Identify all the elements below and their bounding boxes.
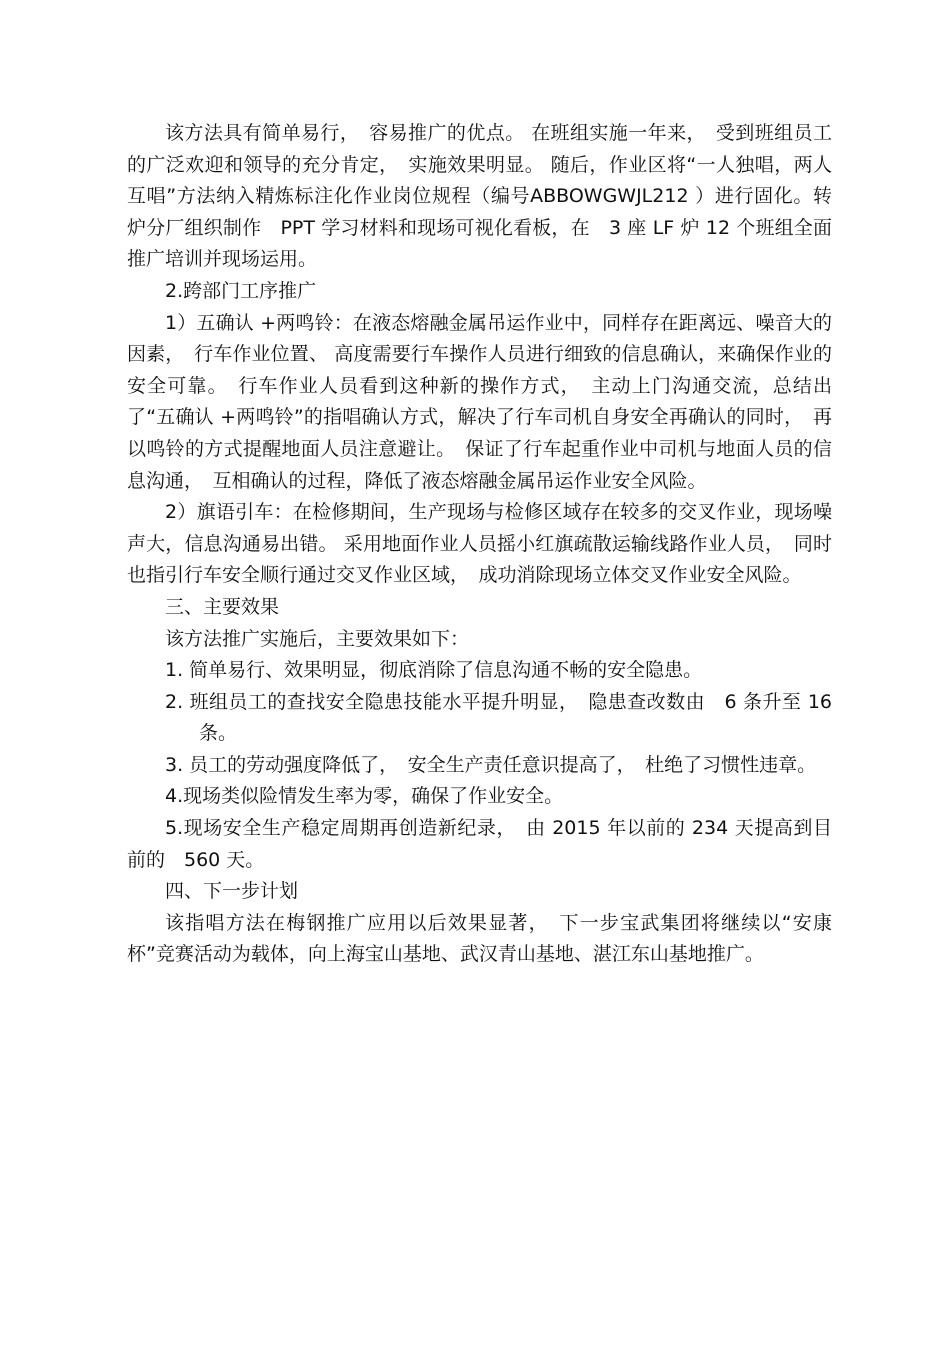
section-3-lead: 该方法推广实施后，主要效果如下： [165,627,470,650]
effects-list-item-5: 5.现场安全生产稳定周期再创造新纪录， 由 2015 年以前的 234 天提高到目前的 560 天。 [127,817,832,871]
intro-paragraph: 该方法具有简单易行， 容易推广的优点。 在班组实施一年来， 受到班组员工的广泛欢迎和领导的充分肯定， 实施效果明显。 随后，作业区将“一人独唱，两人互唱”方法纳入精炼标注化作业岗位规程（编号ABBOWGWJL212 ）进行固化。转炉分厂组织制作 PPT 学习材料和现场可视化看板，在 3 座 LF 炉 12 个班组全面推广培训并现场运用。 [127,122,832,271]
section-4-heading: 四、下一步计划 [165,880,299,903]
effects-list-item-1: 1. 简单易行、效果明显，彻底消除了信息沟通不畅的安全隐患。 [165,659,703,682]
effects-list-item-4: 4.现场类似险情发生率为零，确保了作业安全。 [165,785,564,808]
section-3-heading: 三、主要效果 [165,595,280,618]
section-2-heading: 2.跨部门工序推广 [165,279,317,302]
effects-list-item-2: 2. 班组员工的查找安全隐患技能水平提升明显， 隐患查改数由 6 条升至 16 条。 [165,690,832,745]
effects-list-item-3: 3. 员工的劳动强度降低了， 安全生产责任意识提高了， 杜绝了习惯性违章。 [165,753,817,776]
section-4-paragraph: 该指唱方法在梅钢推广应用以后效果显著， 下一步宝武集团将继续以“安康杯”竞赛活动为载体，向上海宝山基地、武汉青山基地、湛江东山基地推广。 [127,911,832,966]
section-2-item-2: 2）旗语引车：在检修期间，生产现场与检修区域存在较多的交叉作业，现场噪声大，信息沟通易出错。 采用地面作业人员摇小红旗疏散运输线路作业人员， 同时也指引行车安全顺行通过交叉作业区域， 成功消除现场立体交叉作业安全风险。 [127,501,832,587]
effects-list [127,655,832,876]
document-body [127,118,832,971]
section-2-item-1: 1）五确认 +两鸣铃：在液态熔融金属吊运作业中，同样存在距离远、噪音大的因素， 行车作业位置、 高度需要行车操作人员进行细致的信息确认，来确保作业的安全可靠。 行车作业人员看到这种新的操作方式， 主动上门沟通交流，总结出了“五确认 +两鸣铃”的指唱确认方式，解决了行车司机自身安全再确认的同时， 再以鸣铃的方式提醒地面人员注意避让。 保证了行车起重作业中司机与地面人员的信息沟通， 互相确认的过程，降低了液态熔融金属吊运作业安全风险。 [127,311,832,492]
